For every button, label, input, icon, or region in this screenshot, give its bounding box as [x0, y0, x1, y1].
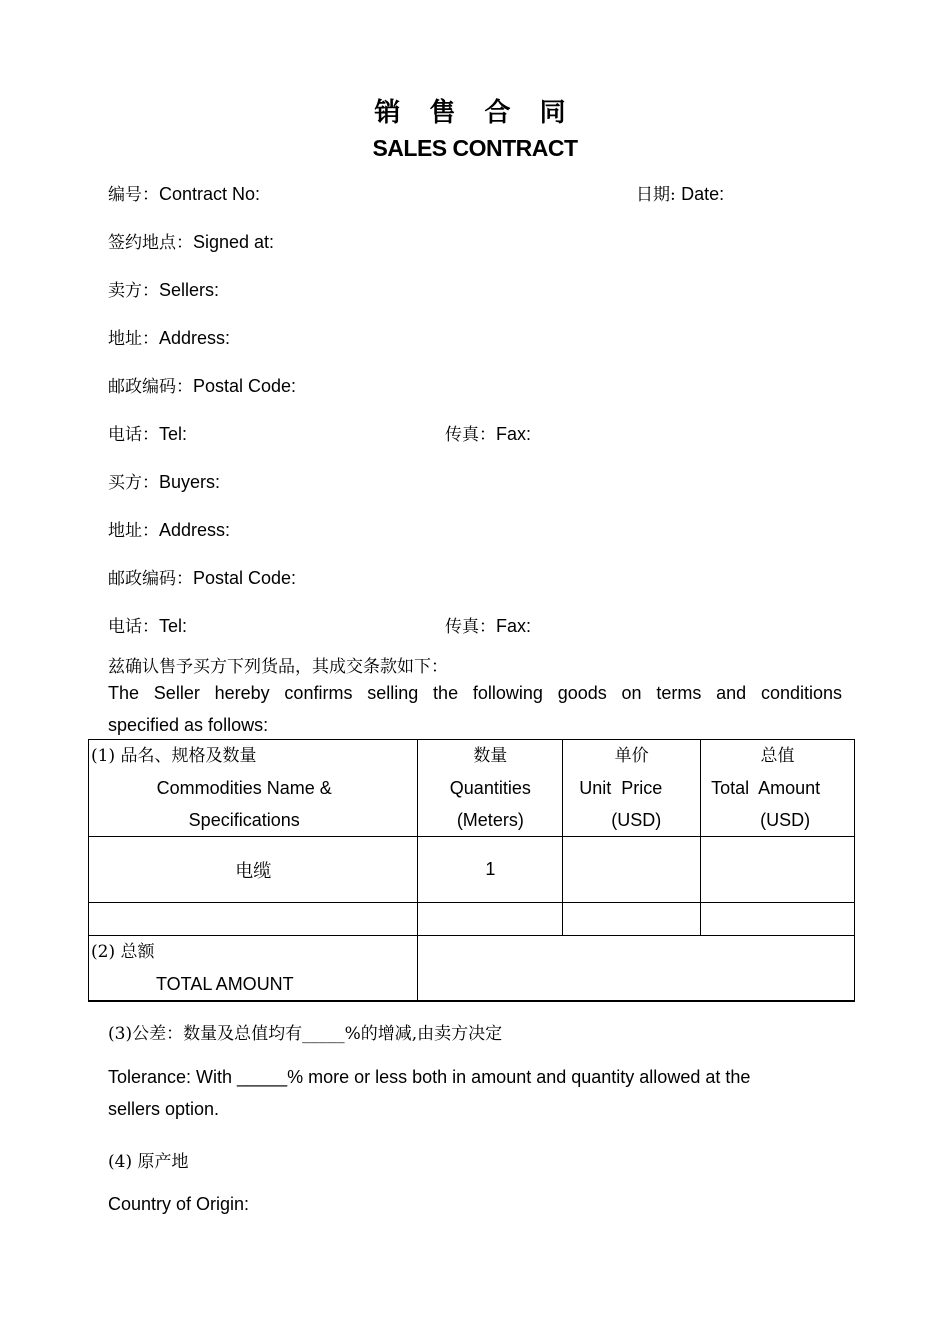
table-header-row — [89, 740, 855, 837]
buyer-line — [108, 468, 220, 493]
origin-chinese: (4) 原产地 — [108, 1152, 189, 1172]
row2-name — [89, 903, 418, 936]
header-total-amount-en: Total Amount — [711, 778, 821, 798]
seller-label-cn: 卖方： — [108, 281, 159, 301]
seller-postal-label-en: Postal Code: — [193, 376, 297, 396]
intro-english-line1: The Seller hereby confirms selling the following goods on terms and conditions — [108, 683, 842, 703]
seller-tel-label-en: Tel: — [159, 424, 188, 444]
seller-label-en: Sellers: — [159, 280, 220, 300]
table-row — [89, 837, 855, 903]
row1-total — [701, 837, 855, 903]
goods-table — [88, 739, 855, 1002]
seller-fax-label-cn: 传真： — [445, 425, 496, 445]
header-total-amount-unit: (USD) — [760, 810, 811, 830]
title-chinese: 销 售 合 同 — [374, 98, 576, 128]
seller-tel-label-cn: 电话： — [108, 425, 159, 445]
seller-line — [108, 276, 219, 301]
header-total-amount-cn: 总值 — [760, 746, 795, 766]
buyer-address-label-en: Address: — [159, 520, 231, 540]
row2-quantity — [418, 903, 563, 936]
buyer-postal-label-cn: 邮政编码： — [108, 569, 193, 589]
seller-postal-line — [108, 372, 296, 397]
contract-no-label-cn: 编号： — [108, 185, 159, 205]
seller-tel-line — [108, 420, 187, 445]
header-unit-price-unit: (USD) — [611, 810, 662, 830]
buyer-address-line — [108, 516, 230, 541]
seller-fax-label-en: Fax: — [496, 424, 532, 444]
row1-unit-price — [563, 837, 701, 903]
intro-chinese: 兹确认售予买方下列货品，其成交条款如下： — [108, 657, 448, 677]
date-label-en: Date: — [681, 184, 725, 204]
title-english: SALES CONTRACT — [372, 135, 578, 161]
buyer-tel-label-en: Tel: — [159, 616, 188, 636]
buyer-fax-label-en: Fax: — [496, 616, 532, 636]
row2-unit-price — [563, 903, 701, 936]
buyer-tel-label-cn: 电话： — [108, 617, 159, 637]
total-row — [89, 936, 855, 1002]
header-commodities-en1: Commodities Name & — [156, 778, 332, 798]
tolerance-chinese: (3)公差：数量及总值均有_____%的增减,由卖方决定 — [108, 1024, 503, 1044]
origin-english: Country of Origin: — [108, 1194, 250, 1214]
seller-fax-line — [445, 420, 531, 445]
row2-total — [701, 903, 855, 936]
buyer-label-en: Buyers: — [159, 472, 221, 492]
seller-postal-label-cn: 邮政编码： — [108, 377, 193, 397]
header-quantities-en: Quantities — [449, 778, 531, 798]
date-line — [636, 180, 724, 205]
signed-at-line — [108, 228, 274, 253]
row1-quantity: 1 — [418, 837, 563, 903]
seller-address-label-cn: 地址： — [108, 329, 159, 349]
header-commodities-en2: Specifications — [188, 810, 300, 830]
contract-no-line — [108, 180, 260, 205]
buyer-postal-label-en: Postal Code: — [193, 568, 297, 588]
total-label-en: TOTAL AMOUNT — [156, 974, 294, 994]
row1-name: 电缆 — [89, 837, 418, 903]
total-label-cell — [89, 936, 418, 1002]
seller-address-line — [108, 324, 230, 349]
buyer-postal-line — [108, 564, 296, 589]
header-quantities-unit: (Meters) — [456, 810, 524, 830]
seller-address-label-en: Address: — [159, 328, 231, 348]
signed-at-label-en: Signed at: — [193, 232, 275, 252]
header-total-amount — [701, 740, 855, 837]
tolerance-english-line2: sellers option. — [108, 1099, 220, 1119]
header-commodities-cn: (1) 品名、规格及数量 — [91, 746, 257, 766]
buyer-tel-line — [108, 612, 187, 637]
header-quantities — [418, 740, 563, 837]
header-unit-price-en: Unit Price — [579, 778, 663, 798]
buyer-address-label-cn: 地址： — [108, 521, 159, 541]
contract-no-label-en: Contract No: — [159, 184, 261, 204]
tolerance-english-line1: Tolerance: With _____% more or less both in amount and quantity allowed at the — [108, 1067, 751, 1087]
header-unit-price-cn: 单价 — [614, 746, 649, 766]
total-value-cell — [418, 936, 855, 1002]
buyer-fax-label-cn: 传真： — [445, 617, 496, 637]
table-row — [89, 903, 855, 936]
header-unit-price — [563, 740, 701, 837]
total-label-cn: (2) 总额 — [91, 942, 155, 962]
signed-at-label-cn: 签约地点： — [108, 233, 193, 253]
header-commodities — [89, 740, 418, 837]
buyer-label-cn: 买方： — [108, 473, 159, 493]
header-quantities-cn: 数量 — [473, 746, 508, 766]
buyer-fax-line — [445, 612, 531, 637]
intro-english-line2: specified as follows: — [108, 715, 269, 735]
date-label-cn: 日期: — [636, 185, 682, 205]
